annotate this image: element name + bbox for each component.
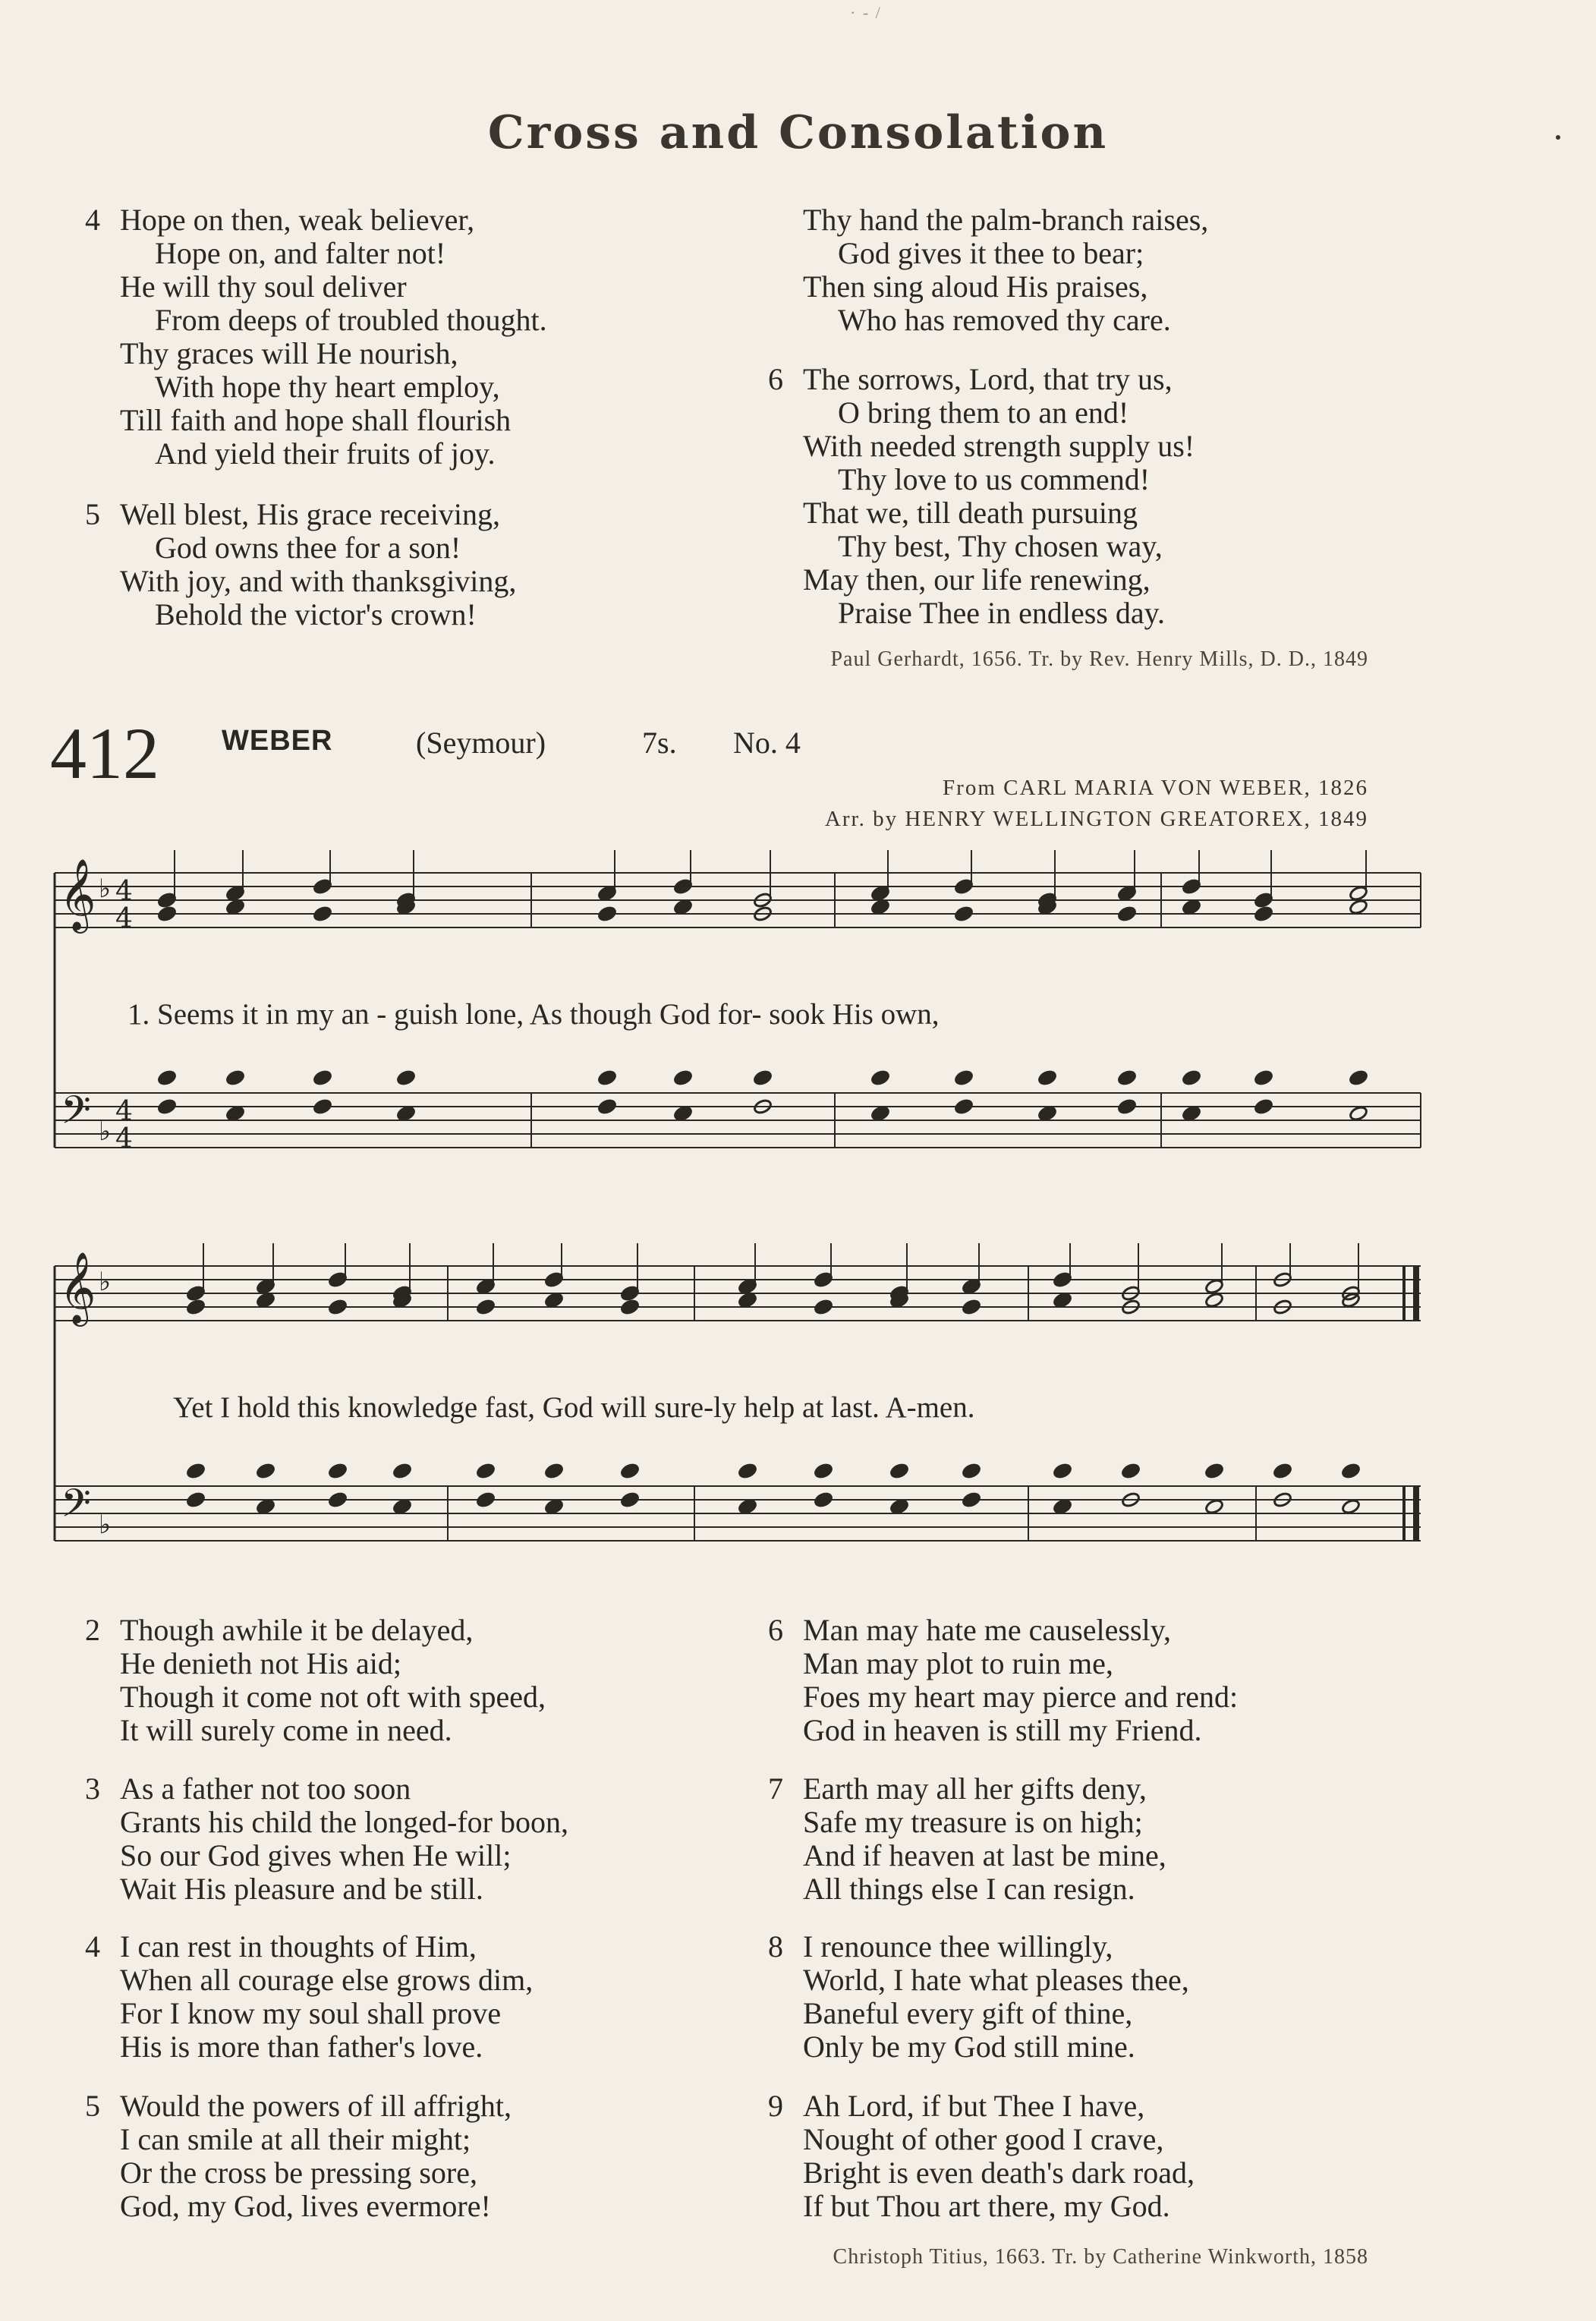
stanza-number: 2 xyxy=(85,1613,100,1647)
note-head xyxy=(1204,1498,1224,1515)
note-head xyxy=(225,1105,245,1122)
note-head xyxy=(157,1098,177,1115)
hymn-credit: Christoph Titius, 1663. Tr. by Catherine Winkworth, 1858 xyxy=(833,2245,1368,2269)
note-head xyxy=(328,1299,348,1315)
note-head xyxy=(962,1491,981,1508)
note-head xyxy=(889,1498,909,1515)
note-head xyxy=(673,1069,693,1086)
note-head xyxy=(870,1069,890,1086)
note-head xyxy=(476,1463,496,1479)
key-signature: ♭ xyxy=(99,874,112,904)
note-head xyxy=(954,1069,974,1086)
hymn-stanza-7 xyxy=(768,1771,1166,1906)
stanza-number: 9 xyxy=(768,2089,783,2123)
hymn-stanza-5 xyxy=(85,2089,512,2223)
stanza-line: Safe my treasure is on high; xyxy=(803,1805,1143,1839)
stanza-line: As a father not too soon xyxy=(120,1771,411,1806)
stanza-line: Though it come not oft with speed, xyxy=(120,1680,546,1714)
note-head xyxy=(962,1463,981,1479)
stanza-line: Thy hand the palm-branch raises, xyxy=(803,203,1209,237)
note-head xyxy=(597,905,617,922)
note-head xyxy=(256,1498,275,1515)
note-head xyxy=(1117,1098,1137,1115)
hymn-stanza-8 xyxy=(768,1929,1189,2064)
note-head xyxy=(313,905,332,922)
note-head xyxy=(597,1069,617,1086)
stanza-number: 6 xyxy=(768,1613,783,1647)
note-head xyxy=(738,1292,757,1309)
note-head xyxy=(1053,1498,1072,1515)
tune-name: WEBER xyxy=(222,725,333,757)
treble-clef: 𝄞 xyxy=(59,858,96,931)
stanza-line: Praise Thee in endless day. xyxy=(838,596,1165,630)
time-signature: 4 xyxy=(115,1123,133,1154)
note-head xyxy=(1254,1098,1273,1115)
note-head xyxy=(738,1463,757,1479)
note-head xyxy=(544,1463,564,1479)
note-head xyxy=(673,899,693,915)
stanza-line: Only be my God still mine. xyxy=(803,2030,1135,2064)
hymn-stanza-3 xyxy=(85,1771,568,1906)
note-head xyxy=(186,1463,206,1479)
bass-clef: 𝄢 xyxy=(61,1087,91,1142)
hymn-stanza-6 xyxy=(768,1613,1239,1747)
stanza-line: Ah Lord, if but Thee I have, xyxy=(803,2089,1145,2123)
note-head xyxy=(954,905,974,922)
stanza-line: The sorrows, Lord, that try us, xyxy=(803,362,1173,396)
arranger-credit: Arr. by HENRY WELLINGTON GREATOREX, 1849 xyxy=(824,807,1368,831)
stanza-line: Earth may all her gifts deny, xyxy=(803,1771,1147,1806)
stanza-line: He denieth not His aid; xyxy=(120,1646,402,1680)
note-head xyxy=(476,1491,496,1508)
note-head xyxy=(1037,1105,1057,1122)
note-head xyxy=(870,1105,890,1122)
stanza-number: 6 xyxy=(768,362,783,396)
stanza-line: God, my God, lives evermore! xyxy=(120,2189,491,2223)
hymn-stanza-4 xyxy=(85,1929,534,2064)
stanza-line: And yield their fruits of joy. xyxy=(155,436,496,471)
note-head xyxy=(225,1069,245,1086)
lyrics-line-2: Yet I hold this knowledge fast, God will sure-ly help at last. A-men. xyxy=(173,1391,975,1424)
time-signature: 4 xyxy=(115,903,133,934)
note-head xyxy=(1349,1069,1368,1086)
stanza-line: Well blest, His grace receiving, xyxy=(120,497,501,531)
time-signature: 4 xyxy=(115,876,133,907)
stanza-line: Foes my heart may pierce and rend: xyxy=(803,1680,1239,1714)
note-head xyxy=(753,1069,773,1086)
tune-number: No. 4 xyxy=(733,726,801,760)
stanza-line: Thy best, Thy chosen way, xyxy=(838,529,1163,563)
stanza-number: 3 xyxy=(85,1771,100,1806)
note-head xyxy=(328,1491,348,1508)
note-head xyxy=(1273,1463,1292,1479)
note-head xyxy=(396,1069,416,1086)
note-head xyxy=(814,1463,833,1479)
stanza-line: Thy graces will He nourish, xyxy=(120,336,458,370)
stanza-line: Man may hate me causelessly, xyxy=(803,1613,1172,1647)
note-head xyxy=(1053,1292,1072,1309)
hymn-stanza-9 xyxy=(768,2089,1195,2223)
treble-clef: 𝄞 xyxy=(59,1252,96,1324)
note-head xyxy=(620,1299,640,1315)
meter: 7s. xyxy=(642,726,677,760)
stanza-line: O bring them to an end! xyxy=(838,395,1129,430)
stanza-line: God in heaven is still my Friend. xyxy=(803,1713,1202,1747)
note-head xyxy=(396,1105,416,1122)
note-head xyxy=(738,1498,757,1515)
stanza-line: Or the cross be pressing sore, xyxy=(120,2156,477,2190)
note-head xyxy=(1182,1105,1201,1122)
stanza-line: He will thy soul deliver xyxy=(120,269,407,304)
note-head xyxy=(673,1105,693,1122)
note-head xyxy=(328,1463,348,1479)
note-head xyxy=(620,1463,640,1479)
note-head xyxy=(186,1491,206,1508)
stanza-line: Man may plot to ruin me, xyxy=(803,1646,1113,1680)
note-head xyxy=(1037,1069,1057,1086)
stanza-line: For I know my soul shall prove xyxy=(120,1996,502,2030)
note-head xyxy=(870,899,890,915)
note-head xyxy=(157,905,177,922)
note-head xyxy=(1204,1292,1224,1309)
note-head xyxy=(597,1098,617,1115)
stanza-line: I can rest in thoughts of Him, xyxy=(120,1929,477,1964)
note-head xyxy=(814,1299,833,1315)
note-head xyxy=(1341,1463,1361,1479)
stanza-line: I can smile at all their might; xyxy=(120,2122,471,2156)
key-signature: ♭ xyxy=(99,1510,112,1540)
note-head xyxy=(954,1098,974,1115)
note-head xyxy=(1349,1105,1368,1122)
note-head xyxy=(392,1498,412,1515)
stanza-line: With joy, and with thanksgiving, xyxy=(120,564,517,598)
stanza-line: God gives it thee to bear; xyxy=(838,236,1144,270)
hymn-stanza-2 xyxy=(85,1613,546,1747)
stanza-line: I renounce thee willingly, xyxy=(803,1929,1113,1964)
note-head xyxy=(814,1491,833,1508)
note-head xyxy=(620,1491,640,1508)
stanza-number: 5 xyxy=(85,497,100,531)
section-title: Cross and Consolation xyxy=(487,106,1109,159)
note-head xyxy=(544,1292,564,1309)
note-head xyxy=(157,1069,177,1086)
hymn-number: 412 xyxy=(50,713,159,794)
stanza-line: Grants his child the longed-for boon, xyxy=(120,1805,568,1839)
note-head xyxy=(1341,1498,1361,1515)
stanza-line: Thy love to us commend! xyxy=(838,462,1151,496)
stanza-line: With hope thy heart employ, xyxy=(155,370,500,404)
stanza-line: Till faith and hope shall flourish xyxy=(120,403,512,437)
stanza-line: His is more than father's love. xyxy=(120,2030,483,2064)
stanza-line: May then, our life renewing, xyxy=(803,562,1151,597)
note-head xyxy=(544,1498,564,1515)
stanza-line: All things else I can resign. xyxy=(803,1872,1135,1906)
note-head xyxy=(1121,1463,1141,1479)
stanza-line: That we, till death pursuing xyxy=(803,496,1138,530)
stanza-number: 5 xyxy=(85,2089,100,2123)
key-signature: ♭ xyxy=(99,1267,112,1297)
lyrics-line-1: 1. Seems it in my an - guish lone, As though God for- sook His own, xyxy=(127,998,940,1031)
stanza-line: Behold the victor's crown! xyxy=(155,597,477,631)
note-head xyxy=(1182,899,1201,915)
prev-hymn-credit: Paul Gerhardt, 1656. Tr. by Rev. Henry Mills, D. D., 1849 xyxy=(830,647,1368,671)
note-head xyxy=(313,1098,332,1115)
stanza-line: And if heaven at last be mine, xyxy=(803,1838,1166,1872)
note-head xyxy=(962,1299,981,1315)
stanza-line: Bright is even death's dark road, xyxy=(803,2156,1195,2190)
composer-credit: From CARL MARIA VON WEBER, 1826 xyxy=(943,776,1368,800)
stanza-number: 4 xyxy=(85,1929,100,1964)
stanza-line: Nought of other good I crave, xyxy=(803,2122,1164,2156)
stanza-line: Would the powers of ill affright, xyxy=(120,2089,512,2123)
note-head xyxy=(1182,1069,1201,1086)
note-head xyxy=(476,1299,496,1315)
note-head xyxy=(1204,1463,1224,1479)
stanza-line: Though awhile it be delayed, xyxy=(120,1613,474,1647)
stanza-line: Hope on then, weak believer, xyxy=(120,203,475,237)
stanza-line: God owns thee for a son! xyxy=(155,531,461,565)
top-mark: · - / xyxy=(850,3,882,22)
key-signature: ♭ xyxy=(99,1116,112,1147)
stanza-line: Then sing aloud His praises, xyxy=(803,269,1148,304)
note-head xyxy=(1053,1463,1072,1479)
note-head xyxy=(256,1292,275,1309)
note-head xyxy=(256,1463,275,1479)
bass-clef: 𝄢 xyxy=(61,1480,91,1535)
stanza-line: Who has removed thy care. xyxy=(838,303,1171,337)
stanza-line: Wait His pleasure and be still. xyxy=(120,1872,483,1906)
tune-alt-name: (Seymour) xyxy=(416,726,546,760)
stanza-line: So our God gives when He will; xyxy=(120,1838,512,1872)
stanza-line: World, I hate what pleases thee, xyxy=(803,1963,1189,1997)
note-head xyxy=(1254,905,1273,922)
stanza-line: Baneful every gift of thine, xyxy=(803,1996,1133,2030)
note-head xyxy=(1349,899,1368,915)
note-head xyxy=(1117,905,1137,922)
stanza-line: With needed strength supply us! xyxy=(803,429,1195,463)
note-head xyxy=(1254,1069,1273,1086)
stanza-line: From deeps of troubled thought. xyxy=(155,303,547,337)
note-head xyxy=(313,1069,332,1086)
stanza-line: When all courage else grows dim, xyxy=(120,1963,534,1997)
note-head xyxy=(225,899,245,915)
note-head xyxy=(392,1463,412,1479)
stanza-number: 8 xyxy=(768,1929,783,1964)
note-head xyxy=(889,1463,909,1479)
time-signature: 4 xyxy=(115,1096,133,1127)
stanza-number: 7 xyxy=(768,1771,783,1806)
stanza-line: If but Thou art there, my God. xyxy=(803,2189,1170,2223)
stanza-number: 4 xyxy=(85,203,100,237)
note-head xyxy=(186,1299,206,1315)
stanza-line: It will surely come in need. xyxy=(120,1713,452,1747)
stanza-line: Hope on, and falter not! xyxy=(155,236,446,270)
note-head xyxy=(1117,1069,1137,1086)
